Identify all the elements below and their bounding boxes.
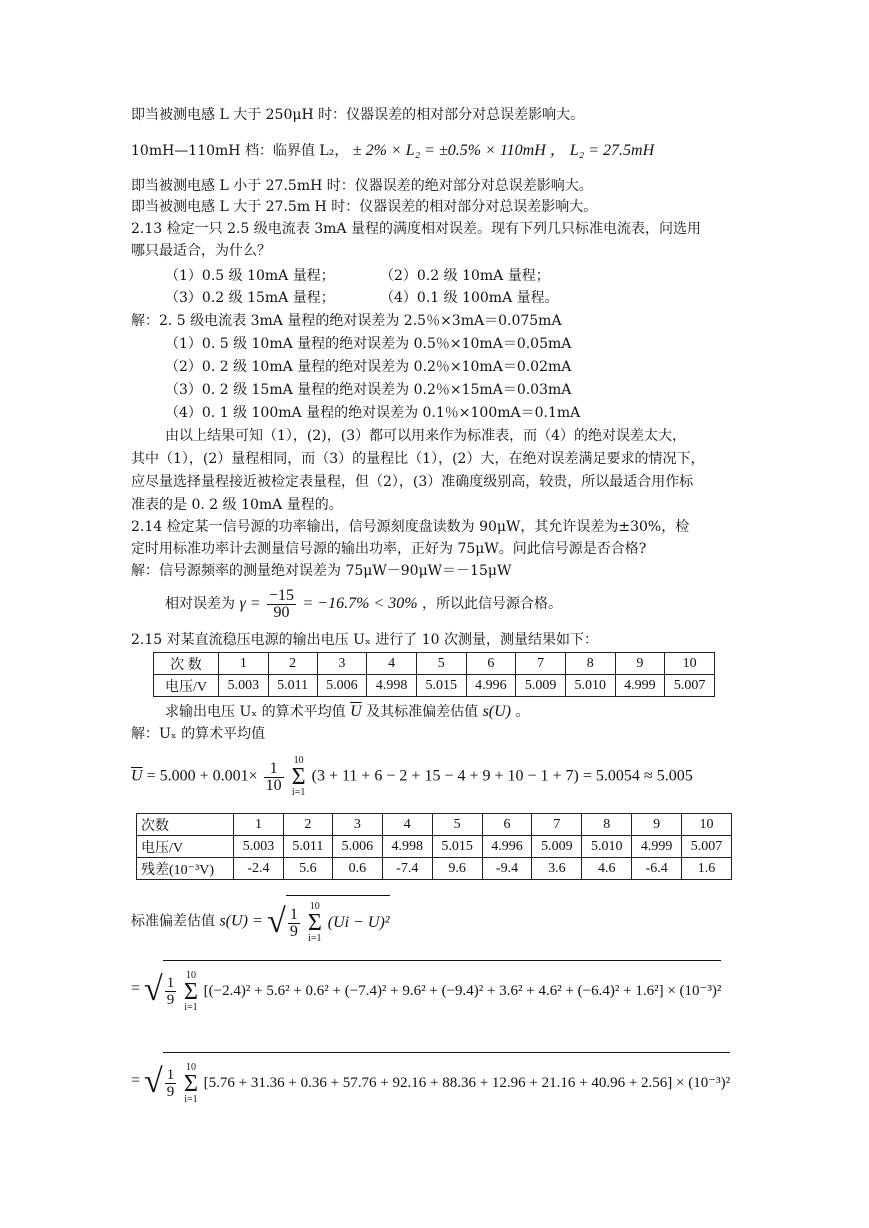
- fraction: [264, 761, 284, 794]
- fraction-numerator: 1: [166, 975, 175, 992]
- table-cell: -9.4: [482, 858, 532, 880]
- table-cell: 4.6: [582, 858, 632, 880]
- radical-icon: √: [144, 970, 163, 1008]
- table-cell: 5.011: [283, 836, 332, 858]
- table-cell: 5.009: [516, 675, 566, 697]
- text-mid: 及其标准偏差估值: [366, 704, 483, 720]
- table-header-cell: 4: [367, 653, 417, 675]
- table-header-cell: 7: [516, 653, 566, 675]
- table-header-cell: 1: [219, 653, 269, 675]
- text-line: 定时用标准功率计去测量信号源的输出功率，正好为 75μW。问此信号源是否合格?: [131, 541, 647, 557]
- solution-line: 解：Uₓ 的算术平均值: [131, 726, 266, 742]
- question-2-13: 2.13 检定一只 2.5 级电流表 3mA 量程的满度相对误差。现有下列几只标准电流表，问选用: [131, 221, 701, 237]
- table-cell: 5.015: [432, 836, 482, 858]
- table-header-cell: 1: [234, 814, 284, 836]
- table-cell: 4.998: [382, 836, 432, 858]
- text-line: 即当被测电感 L 小于 27.5mH 时：仪器误差的绝对部分对总误差影响大。: [131, 178, 593, 194]
- table-header-cell: 8: [565, 653, 615, 675]
- option-2: （2）0.2 级 10mA 量程；: [380, 268, 550, 284]
- table-header-cell: 5: [416, 653, 466, 675]
- table-cell: 1.6: [682, 858, 732, 880]
- table-header-cell: 10: [665, 653, 715, 675]
- table-cell: -6.4: [632, 858, 682, 880]
- text-line: [131, 142, 654, 160]
- table-cell: 4.999: [615, 675, 665, 697]
- std-formula: [131, 895, 390, 948]
- sigma-icon: Σ: [183, 1070, 198, 1097]
- fraction-denominator: 9: [289, 922, 298, 940]
- equals-sign: =: [131, 1072, 141, 1090]
- conclusion-line: 由以上结果可知（1），(2)，(3）都可以用来作为标准表，而（4）的绝对误差太大，: [165, 428, 687, 444]
- text-line-prefix: 10mH—110mH 档：临界值 L₂，: [131, 143, 349, 159]
- fraction: [267, 588, 296, 621]
- table-header-cell: 6: [482, 814, 532, 836]
- sigma-icon: Σ: [307, 910, 322, 937]
- std-symbol: s(U): [482, 703, 511, 720]
- mean-formula: [131, 756, 693, 798]
- square-root: [144, 960, 721, 1019]
- formula: (3 + 11 + 6 − 2 + 15 − 4 + 9 + 10 − 1 + 7) = 5.0054 ≈ 5.005: [311, 767, 693, 785]
- solution-line: （4）0. 1 级 100mA 量程的绝对误差为 0.1％×100mA＝0.1mA: [165, 405, 581, 421]
- table-cell: 电压/V: [154, 675, 219, 697]
- table-cell: 9.6: [432, 858, 482, 880]
- sum-lower-limit: i=1: [184, 1001, 198, 1013]
- sigma-icon: Σ: [291, 764, 306, 790]
- table-cell: 4.999: [632, 836, 682, 858]
- mean-symbol: $\overline{U}$: [131, 767, 143, 785]
- table-header-cell: 7: [532, 814, 582, 836]
- text-end: 。: [515, 704, 530, 720]
- equals-sign: =: [131, 980, 141, 998]
- sum-lower-limit: i=1: [184, 1093, 198, 1105]
- table-row: [137, 858, 732, 880]
- relative-error-line: [165, 584, 562, 624]
- table-cell: 5.6: [283, 858, 332, 880]
- table-row: [137, 814, 732, 836]
- std-expansion-1: [131, 960, 721, 1019]
- radical-icon: √: [267, 902, 286, 940]
- text-line: 哪只最适合，为什么？: [131, 243, 271, 259]
- fraction-denominator: 9: [166, 1084, 175, 1101]
- formula: [5.76 + 31.36 + 0.36 + 57.76 + 92.16 + 88.36 + 12.96 + 21.16 + 40.96 + 2.56] × (10⁻³)²: [203, 1075, 731, 1091]
- summation: [308, 902, 322, 944]
- fraction-denominator: 10: [265, 776, 282, 794]
- table-row: [154, 675, 715, 697]
- table-header-cell: 2: [268, 653, 317, 675]
- table-cell: 4.996: [482, 836, 532, 858]
- table-header-cell: 3: [317, 653, 367, 675]
- radicand: [163, 1052, 730, 1111]
- table-cell: 3.6: [532, 858, 582, 880]
- summation: [184, 971, 198, 1013]
- table-cell: 5.006: [332, 836, 382, 858]
- fraction: [165, 975, 177, 1008]
- text-suffix: ，所以此信号源合格。: [422, 596, 562, 612]
- fraction-denominator: 9: [166, 992, 175, 1009]
- radicand: [286, 895, 390, 948]
- option-4: （4）0.1 级 100mA 量程。: [380, 290, 559, 306]
- fraction-denominator: 90: [273, 603, 290, 621]
- table-cell: 5.015: [416, 675, 466, 697]
- text-line: 即当被测电感 L 大于 27.5m H 时：仪器误差的相对部分对总误差影响大。: [131, 199, 598, 215]
- radical-icon: √: [144, 1062, 163, 1100]
- table-header-cell: 5: [432, 814, 482, 836]
- table-row: [154, 653, 715, 675]
- fraction-numerator: −15: [269, 586, 295, 604]
- table-cell: 5.007: [665, 675, 715, 697]
- table-cell: 5.010: [565, 675, 615, 697]
- conclusion-line: 准表的是 0. 2 级 10mA 量程的。: [131, 497, 343, 513]
- text-prefix: 标准偏差估值: [131, 913, 215, 930]
- residual-table: [136, 813, 732, 880]
- table-cell: 4.996: [466, 675, 516, 697]
- formula: (Ui − U)²: [327, 914, 390, 931]
- table-header-cell: 9: [632, 814, 682, 836]
- sum-lower-limit: i=1: [291, 787, 306, 798]
- text-line: 即当被测电感 L 大于 250μH 时：仪器误差的相对部分对总误差影响大。: [131, 107, 585, 123]
- solution-line: （3）0. 2 级 15mA 量程的绝对误差为 0.2％×15mA＝0.03mA: [165, 382, 572, 398]
- table-header-cell: 次数: [137, 814, 234, 836]
- sum-upper-limit: 10: [185, 969, 196, 981]
- table-header-cell: 10: [682, 814, 732, 836]
- table-header-cell: 8: [582, 814, 632, 836]
- table-cell: 0.6: [332, 858, 382, 880]
- std-expansion-2: [131, 1052, 730, 1111]
- table-cell: -7.4: [382, 858, 432, 880]
- summation: [184, 1063, 198, 1105]
- table-cell: 5.011: [268, 675, 317, 697]
- table-header-cell: 3: [332, 814, 382, 836]
- solution-line: 解：2. 5 级电流表 3mA 量程的绝对误差为 2.5％×3mA＝0.075mA: [131, 313, 562, 329]
- conclusion-line: 应尽量选择量程接近被检定表量程，但（2），(3）准确度级别高，较贵，所以最适合用作标: [131, 474, 694, 490]
- std-symbol: s(U) =: [219, 912, 263, 930]
- formula: ± 2% × L₂ = ±0.5% × 110mH ， L₂ = 27.5mH: [352, 142, 655, 159]
- mean-symbol: $\overline{U}$: [350, 703, 362, 720]
- text-prefix: 相对误差为: [165, 596, 235, 612]
- table-cell: 5.003: [234, 836, 284, 858]
- fraction-numerator: 1: [289, 905, 298, 923]
- question-2-14: 2.14 检定某一信号源的功率输出，信号源刻度盘读数为 90μW，其允许误差为±30%，检: [131, 519, 690, 535]
- table-header-cell: 9: [615, 653, 665, 675]
- fraction-numerator: 1: [264, 761, 284, 778]
- table-header-cell: 6: [466, 653, 516, 675]
- table-cell: 5.007: [682, 836, 732, 858]
- gamma-symbol: γ =: [239, 595, 261, 612]
- table-cell: 电压/V: [137, 836, 234, 858]
- table-cell: 4.998: [367, 675, 417, 697]
- formula: [(−2.4)² + 5.6² + 0.6² + (−7.4)² + 9.6² + (−9.4)² + 3.6² + 4.6² + (−6.4)² + 1.6²] × (10⁻³)²: [203, 983, 722, 999]
- sum-upper-limit: 10: [185, 1061, 196, 1073]
- table-row: [137, 836, 732, 858]
- text-prefix: 求输出电压 Uₓ 的算术平均值: [165, 704, 346, 720]
- measurement-table: [153, 652, 715, 697]
- square-root: [144, 1052, 730, 1111]
- conclusion-line: 其中（1），(2）量程相同，而（3）的量程比（1），(2）大，在绝对误差满足要求的情况下，: [131, 451, 705, 467]
- fraction: [288, 907, 300, 940]
- table-cell: 5.003: [219, 675, 269, 697]
- table-header-cell: 次 数: [154, 653, 219, 675]
- formula: = −16.7% < 30%: [302, 595, 418, 612]
- table-cell: -2.4: [234, 858, 284, 880]
- table-cell: 残差(10⁻³V): [137, 858, 234, 880]
- sigma-icon: Σ: [183, 978, 198, 1005]
- text-line: [165, 703, 529, 721]
- sum-upper-limit: 10: [309, 901, 320, 913]
- summation: [292, 756, 306, 798]
- table-cell: 5.009: [532, 836, 582, 858]
- table-header-cell: 4: [382, 814, 432, 836]
- question-2-15: 2.15 对某直流稳压电源的输出电压 Uₓ 进行了 10 次测量，测量结果如下：: [131, 632, 598, 648]
- fraction: [165, 1067, 177, 1100]
- option-1: （1）0.5 级 10mA 量程；: [165, 268, 335, 284]
- solution-line: （2）0. 2 级 10mA 量程的绝对误差为 0.2％×10mA＝0.02mA: [165, 359, 572, 375]
- fraction-numerator: 1: [166, 1067, 175, 1084]
- table-cell: 5.006: [317, 675, 367, 697]
- solution-line: 解：信号源频率的测量绝对误差为 75μW－90μW＝－15μW: [131, 563, 512, 579]
- option-3: （3）0.2 级 15mA 量程；: [165, 290, 335, 306]
- solution-line: （1）0. 5 级 10mA 量程的绝对误差为 0.5％×10mA＝0.05mA: [165, 336, 572, 352]
- radicand: [163, 960, 722, 1019]
- sum-upper-limit: 10: [293, 755, 304, 766]
- square-root: [267, 895, 389, 948]
- table-cell: 5.010: [582, 836, 632, 858]
- formula: = 5.000 + 0.001×: [146, 767, 258, 785]
- sum-lower-limit: i=1: [308, 933, 322, 945]
- table-header-cell: 2: [283, 814, 332, 836]
